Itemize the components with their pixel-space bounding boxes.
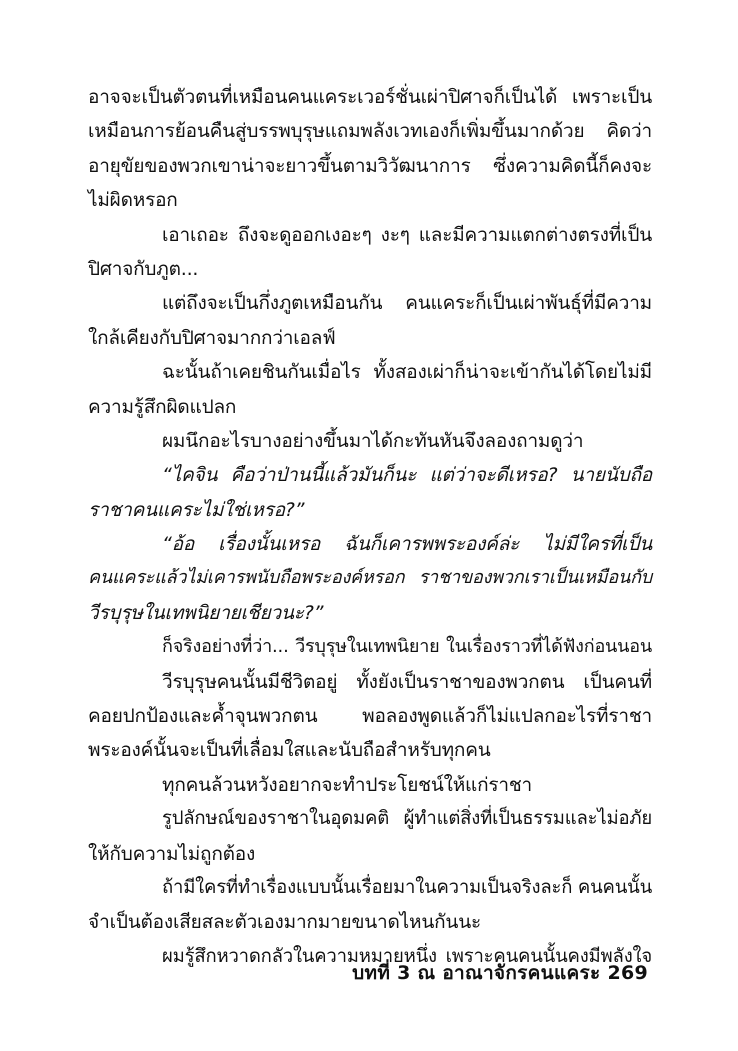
text-line: “ไคจิน คือว่าป่านนี้แล้วมันก็นะ แต่ว่าจะดีเหรอ? นายนับถือ — [162, 464, 652, 487]
text-line: ความรู้สึกผิดแปลก — [88, 395, 237, 418]
text-line: ใกล้เคียงกับปิศาจมากกว่าเอลฟ์ — [88, 326, 336, 349]
body-text — [88, 80, 652, 974]
text-line: อายุขัยของพวกเขาน่าจะยาวขึ้นตามวิวัฒนาการ ซึ่งความคิดนี้ก็คงจะ — [88, 154, 652, 177]
text-line: อาจจะเป็นตัวตนที่เหมือนคนแคระเวอร์ชั่นเผ่าปิศาจก็เป็นได้ เพราะเป็น — [88, 86, 652, 108]
text-line: พระองค์นั้นจะเป็นที่เลื่อมใสและนับถือสำหรับทุกคน — [88, 739, 491, 762]
text-line: เอาเถอะ ถึงจะดูออกเงอะๆ งะๆ และมีความแตกต่างตรงที่เป็น — [162, 223, 652, 246]
text-line: ปิศาจกับภูต... — [88, 257, 199, 280]
text-line: แต่ถึงจะเป็นกึ่งภูตเหมือนกัน คนแคระก็เป็นเผ่าพันธุ์ที่มีความ — [162, 292, 652, 315]
text-line: ผมนึกอะไรบางอย่างขึ้นมาได้กะทันหันจึงลองถามดูว่า — [162, 429, 584, 452]
text-line: ไม่ผิดหรอก — [88, 189, 178, 212]
text-line: เหมือนการย้อนคืนสู่บรรพบุรุษแถมพลังเวทเองก็เพิ่มขึ้นมากด้วย คิดว่า — [88, 120, 652, 143]
text-line: ราชาคนแคระไม่ใช่เหรอ?” — [88, 498, 305, 521]
text-line: ฉะนั้นถ้าเคยชินกันเมื่อไร ทั้งสองเผ่าก็น่าจะเข้ากันได้โดยไม่มี — [162, 361, 652, 384]
text-line: ถ้ามีใครที่ทำเรื่องแบบนั้นเรื่อยมาในความเป็นจริงละก็ คนคนนั้น — [162, 876, 653, 898]
text-line: คนแคระแล้วไม่เคารพนับถือพระองค์หรอก ราชาของพวกเราเป็นเหมือนกับ — [88, 567, 652, 589]
text-line: คอยปกป้องและค้ำจุนพวกตน พอลองพูดแล้วก็ไม่แปลกอะไรที่ราชา — [88, 705, 652, 728]
text-line: ให้กับความไม่ถูกต้อง — [88, 842, 256, 865]
text-line: ก็จริงอย่างที่ว่า... วีรบุรุษในเทพนิยาย ในเรื่องราวที่ได้ฟังก่อนนอน — [162, 636, 652, 658]
text-line: จำเป็นต้องเสียสละตัวเองมากมายขนาดไหนกันนะ — [88, 911, 481, 934]
text-line: ผมรู้สึกหวาดกลัวในความหมายหนึ่ง เพราะคนคนนั้นคงมีพลังใจ — [162, 945, 652, 967]
text-line: รูปลักษณ์ของราชาในอุดมคติ ผู้ทำแต่สิ่งที่เป็นธรรมและไม่อภัย — [162, 808, 652, 830]
text-line: “อ้อ เรื่องนั้นเหรอ ฉันก็เคารพพระองค์ล่ะ ไม่มีใครที่เป็น — [162, 533, 652, 556]
text-line: ทุกคนล้วนหวังอยากจะทำประโยชน์ให้แก่ราชา — [162, 773, 533, 796]
text-line: วีรบุรุษคนนั้นมีชีวิตอยู่ ทั้งยังเป็นราชาของพวกตน เป็นคนที่ — [162, 670, 652, 693]
text-line: วีรบุรุษในเทพนิยายเชียวนะ?” — [88, 601, 324, 624]
running-footer: บทที่ 3 ณ อาณาจักรคนแคระ 269 — [352, 962, 648, 984]
